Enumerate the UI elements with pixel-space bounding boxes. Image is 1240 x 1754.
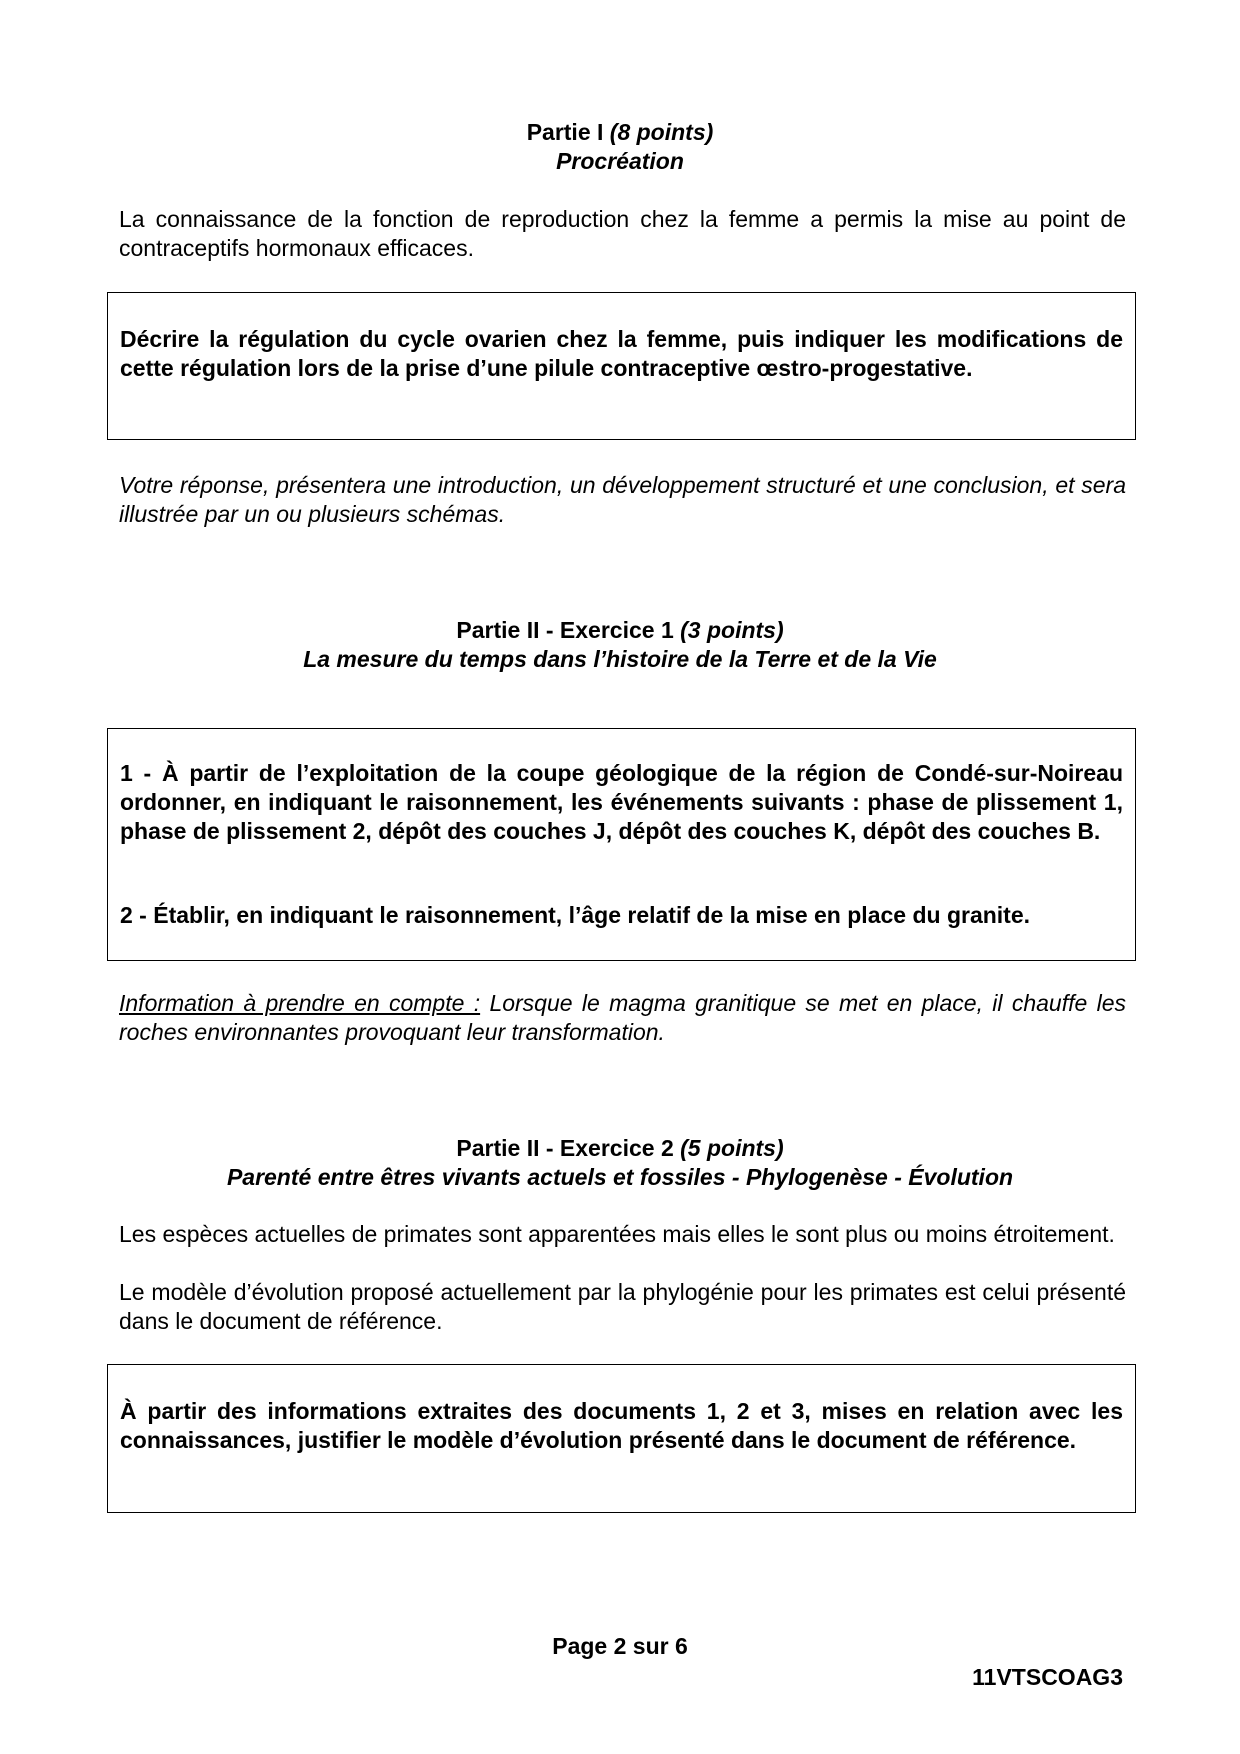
document-code: 11VTSCOAG3 xyxy=(972,1664,1123,1690)
part2ex2-task: À partir des informations extraites des documents 1, 2 et 3, mises en relation avec les connaissances, justifier le modèle d’évolution présenté dans le document de référence. xyxy=(120,1398,1123,1453)
part2ex1-subtitle: La mesure du temps dans l’histoire de la Terre et de la Vie xyxy=(303,646,937,672)
part2ex2-heading xyxy=(0,1134,1240,1163)
part1-instruction: Votre réponse, présentera une introduction, un développement structuré et une conclusion, et sera illustrée par un ou plusieurs schémas. xyxy=(119,472,1126,527)
part1-intro: La connaissance de la fonction de reproduction chez la femme a permis la mise au point de contraceptifs hormonaux efficaces. xyxy=(119,206,1126,261)
part2ex2-title: Partie II - Exercice 2 xyxy=(456,1135,674,1161)
part2ex1-task-box xyxy=(107,728,1136,961)
part1-title: Partie I xyxy=(526,119,604,145)
part2ex2-intro-2: Le modèle d’évolution proposé actuellement par la phylogénie pour les primates est celui présenté dans le document de référence. xyxy=(119,1279,1126,1334)
info-text: Lorsque le magma granitique se met en place, il chauffe les roches environnantes provoquant leur transformation. xyxy=(119,990,1126,1045)
part1-task-box xyxy=(107,292,1136,440)
info-label: Information à prendre en compte : xyxy=(119,990,481,1016)
part2ex1-question-1: 1 - À partir de l’exploitation de la coupe géologique de la région de Condé-sur-Noireau ordonner, en indiquant le raisonnement, les événements suivants : phase de plissement 1, phase de plissement 2, dépôt des couches J, dépôt des couches K, dépôt des couches B. xyxy=(120,760,1123,844)
part2ex1-heading xyxy=(0,616,1240,645)
part2ex1-title: Partie II - Exercice 1 xyxy=(456,617,674,643)
part2ex2-intro-1: Les espèces actuelles de primates sont apparentées mais elles le sont plus ou moins étroitement. xyxy=(119,1221,1115,1247)
part1-heading xyxy=(0,118,1240,147)
part2ex2-subtitle: Parenté entre êtres vivants actuels et fossiles - Phylogenèse - Évolution xyxy=(226,1164,1014,1190)
part2ex2-points: (5 points) xyxy=(680,1135,784,1161)
part2ex2-task-box xyxy=(107,1364,1136,1513)
part2ex1-info xyxy=(119,989,1126,1047)
part1-subtitle: Procréation xyxy=(556,148,684,174)
part1-points: (8 points) xyxy=(609,119,714,145)
page-number: Page 2 sur 6 xyxy=(552,1633,688,1659)
part2ex1-points: (3 points) xyxy=(680,617,784,643)
part1-task: Décrire la régulation du cycle ovarien chez la femme, puis indiquer les modifications de cette régulation lors de la prise d’une pilule contraceptive œstro-progestative. xyxy=(120,326,1123,381)
part2ex1-question-2: 2 - Établir, en indiquant le raisonnement, l’âge relatif de la mise en place du granite. xyxy=(120,902,1031,928)
